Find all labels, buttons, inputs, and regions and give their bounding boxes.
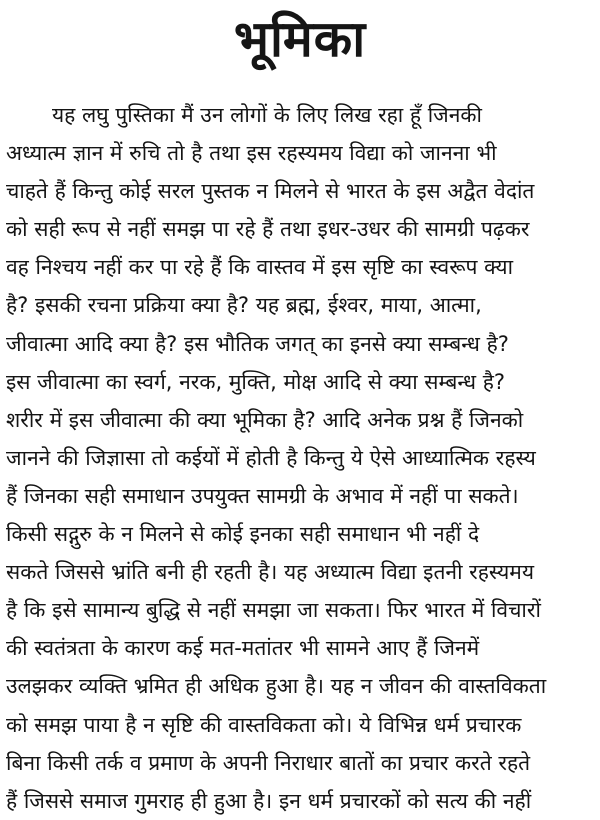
text-line: हैं जिनका सही समाधान उपयुक्त सामग्री के अभाव में नहीं पा सकते।: [6, 483, 519, 508]
text-line: अध्यात्म ज्ञान में रुचि तो है तथा इस रहस्यमय विद्या को जानना भी: [6, 141, 497, 166]
text-line: चाहते हैं किन्तु कोई सरल पुस्तक न मिलने से भारत के इस अद्वैत वेदांत: [6, 179, 535, 204]
text-line: यह लघु पुस्तिका मैं उन लोगों के लिए लिख रहा हूँ जिनकी: [52, 103, 482, 127]
text-line: हैं जिससे समाज गुमराह ही हुआ है। इन धर्म प्रचारकों को सत्य की नहीं: [6, 788, 532, 813]
text-line: सकते जिससे भ्रांति बनी ही रहती है। यह अध्यात्म विद्या इतनी रहस्यमय: [6, 560, 535, 585]
text-line: बिना किसी तर्क व प्रमाण के अपनी निराधार बातों का प्रचार करते रहते: [6, 750, 531, 775]
text-line: को समझ पाया है न सृष्टि की वास्तविकता को। ये विभिन्न धर्म प्रचारक: [6, 712, 522, 737]
text-line: है कि इसे सामान्य बुद्धि से नहीं समझा जा सकता। फिर भारत में विचारों: [6, 598, 541, 623]
text-line: वह निश्चय नहीं कर पा रहे हैं कि वास्तव में इस सृष्टि का स्वरूप क्या: [6, 255, 514, 280]
text-line: को सही रूप से नहीं समझ पा रहे हैं तथा इधर-उधर की सामग्री पढ़कर: [6, 217, 530, 242]
text-line: की स्वतंत्रता के कारण कई मत-मतांतर भी सामने आए हैं जिनमें: [6, 636, 480, 661]
text-line: शरीर में इस जीवात्मा की क्या भूमिका है? आदि अनेक प्रश्न हैं जिनको: [6, 407, 524, 432]
text-line: उलझकर व्यक्ति भ्रमित ही अधिक हुआ है। यह न जीवन की वास्तविकता: [6, 674, 547, 699]
text-line: है? इसकी रचना प्रक्रिया क्या है? यह ब्रह्म, ईश्वर, माया, आत्मा,: [6, 293, 482, 318]
text-line: जानने की जिज्ञासा तो कईयों में होती है किन्तु ये ऐसे आध्यात्मिक रहस्य: [6, 445, 536, 470]
text-line: जीवात्मा आदि क्या है? इस भौतिक जगत् का इनसे क्या सम्बन्ध है?: [6, 331, 509, 356]
page-title: भूमिका: [233, 10, 367, 68]
text-line: इस जीवात्मा का स्वर्ग, नरक, मुक्ति, मोक्ष आदि से क्या सम्बन्ध है?: [6, 369, 506, 394]
text-line: किसी सद्गुरु के न मिलने से कोई इनका सही समाधान भी नहीं दे: [6, 522, 480, 547]
body-paragraph: [6, 96, 594, 820]
